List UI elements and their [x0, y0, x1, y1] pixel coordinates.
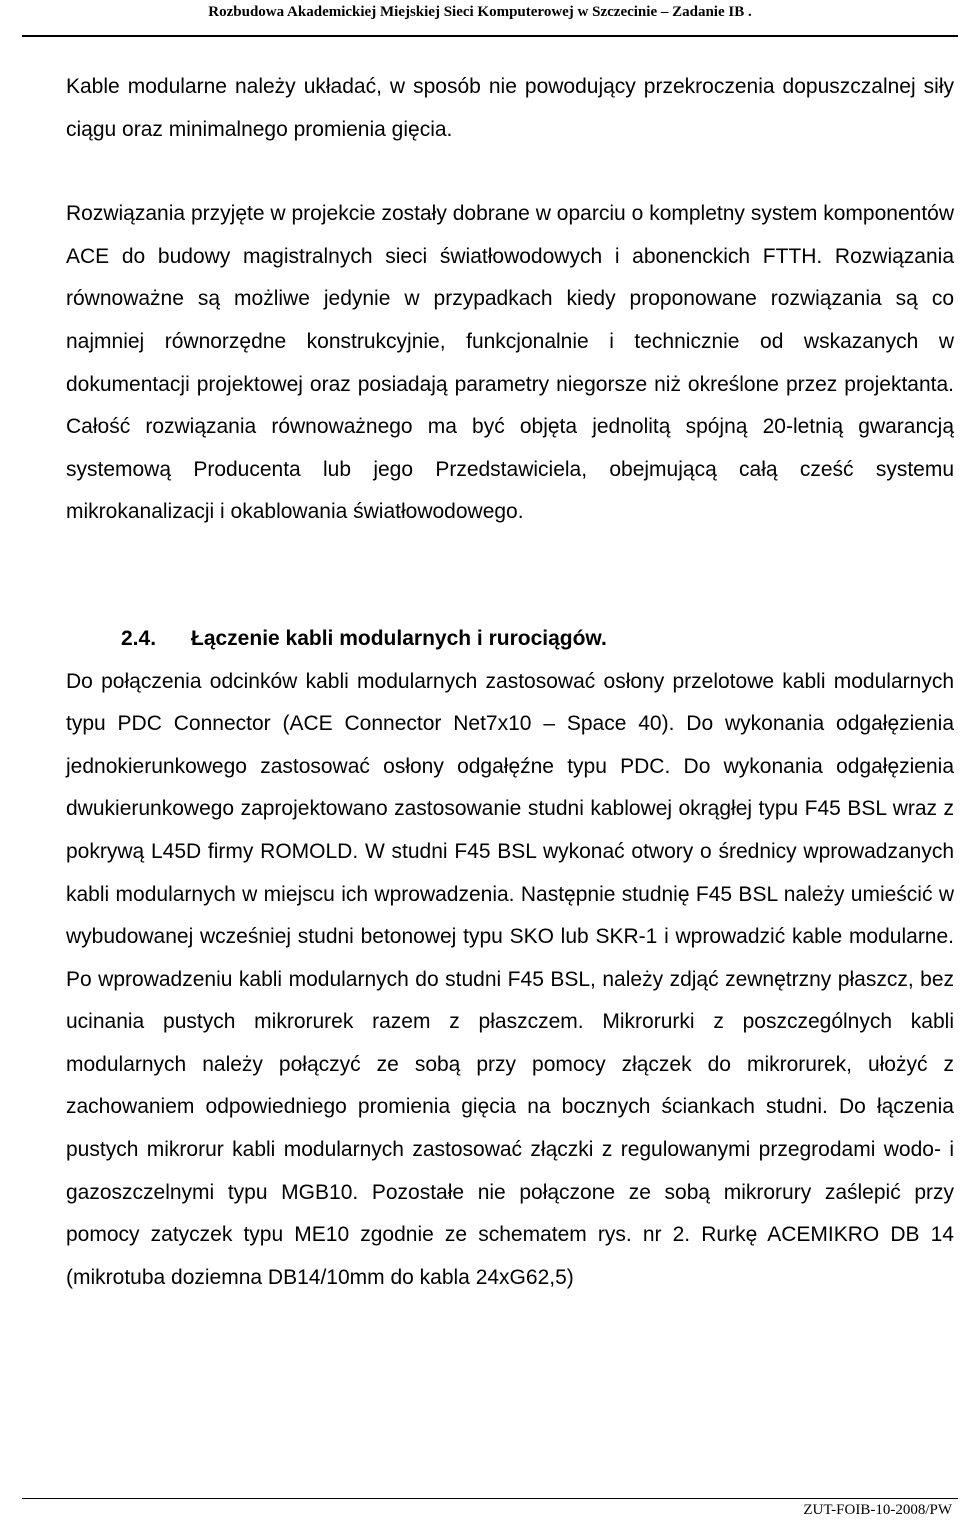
paragraph-cable-joining: Do połączenia odcinków kabli modularnych zastosować osłony przelotowe kabli modularnych typu PDC Connector (ACE Connector Net7x10 – Space 40). Do wykonania odgałęzienia jednokierunkowego zastosować osłony odgałęźne typu PDC. Do wykonania odgałęzienia dwukierunkowego zaprojektowano zastosowanie studni kablowej okrągłej typu F45 BSL wraz z pokrywą L45D firmy ROMOLD. W studni F45 BSL wykonać otwory o średnicy wprowadzanych kabli modularnych w miejscu ich wprowadzenia. Następnie studnię F45 BSL należy umieścić w wybudowanej wcześniej studni betonowej typu SKO lub SKR-1 i wprowadzić kable modularne. Po wprowadzeniu kabli modularnych do studni F45 BSL, należy zdjąć zewnętrzny płaszcz, bez ucinania pustych mikrorurek razem z płaszczem. Mikrorurki z poszczególnych kabli modularnych należy połączyć ze sobą przy pomocy złączek do mikrorurek, ułożyć z zachowaniem odpowiedniego promienia gięcia na bocznych ściankach studni. Do łączenia pustych mikrorur kabli modularnych zastosować złączki z regulowanymi przegrodami wodo- i gazoszczelnymi typu MGB10. Pozostałe nie połączone ze sobą mikrorury zaślepić przy pomocy zatyczek typu ME10 zgodnie ze schematem rys. nr 2. Rurkę ACEMIKRO DB 14 (mikrotuba doziemna DB14/10mm do kabla 24xG62,5): [66, 669, 954, 1289]
section-heading: [121, 618, 954, 661]
paragraph-ace-system: Rozwiązania przyjęte w projekcie zostały dobrane w oparciu o kompletny system komponentów ACE do budowy magistralnych sieci światłowodowych i abonenckich FTTH. Rozwiązania równoważne są możliwe jedynie w przypadkach kiedy proponowane rozwiązania są co najmniej równorzędne konstrukcyjnie, funkcjonalnie i technicznie od wskazanych w dokumentacji projektowej oraz posiadają parametry niegorsze niż określone przez projektanta. Całość rozwiązania równoważnego ma być objęta jednolitą spójną 20-letnią gwarancją systemową Producenta lub jego Przedstawiciela, obejmującą całą cześć systemu mikrokanalizacji i okablowania światłowodowego.: [66, 202, 954, 524]
document-header: Rozbudowa Akademickiej Miejskiej Sieci Komputerowej w Szczecinie – Zadanie IB .: [208, 4, 752, 20]
section-title: Łączenie kabli modularnych i rurociągów.: [191, 626, 607, 650]
footer-divider: [22, 1498, 958, 1499]
section-number: 2.4.: [121, 626, 157, 650]
document-code: ZUT-FOIB-10-2008/PW: [803, 1502, 952, 1518]
paragraph-cable-laying: Kable modularne należy układać, w sposób nie powodujący przekroczenia dopuszczalnej siły ciągu oraz minimalnego promienia gięcia.: [66, 75, 954, 141]
header-divider: [22, 35, 958, 37]
document-body: [66, 66, 954, 1299]
